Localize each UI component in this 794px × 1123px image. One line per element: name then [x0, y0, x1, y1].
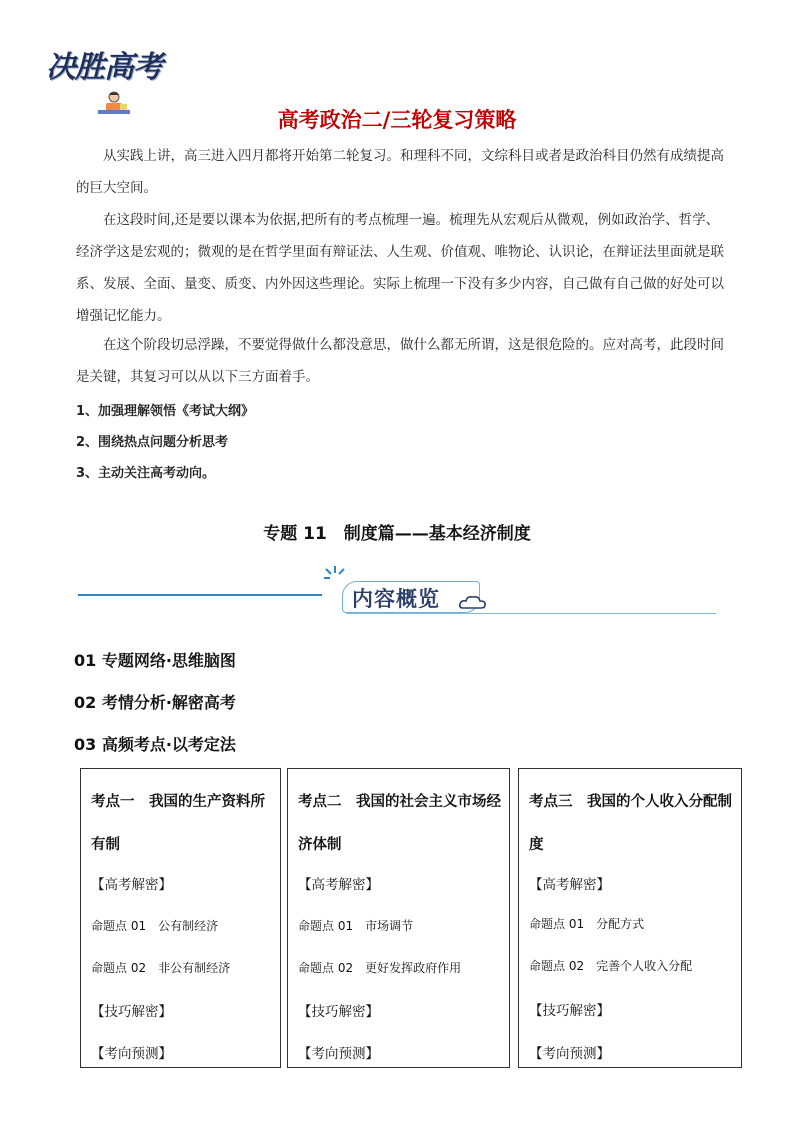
tip-item-3: 3、主动关注高考动向。 — [76, 466, 216, 481]
document-title: 高考政治二/三轮复习策略 — [277, 108, 517, 132]
tip-item-2: 2、围绕热点问题分析思考 — [76, 435, 229, 450]
card-item: 命题点 02 非公有制经济 — [91, 961, 231, 975]
outline-item-3: 03 高频考点·以考定法 — [74, 735, 236, 754]
exam-point-card-2 — [287, 768, 510, 1068]
content-overview-banner — [76, 565, 726, 621]
intro-paragraph-2: 在这段时间,还是要以课本为依据,把所有的考点梳理一遍。梳理先从宏观后从微观，例如政治学、哲学、经济学这是宏观的；微观的是在哲学里面有辩证法、人生观、价值观、唯物论、认识论，在辩证法里面就是联系、发展、全面、量变、质变、内外因这些理论。实际上梳理一下没有多少内容，自己做有自己做的好处可以增强记忆能力。 — [76, 212, 724, 324]
card-item: 命题点 01 市场调节 — [298, 919, 414, 933]
banner-line-right — [346, 613, 716, 614]
card-item: 命题点 02 更好发挥政府作用 — [298, 961, 462, 975]
card-section-label: 【考向预测】 — [529, 1046, 610, 1062]
card-section-label: 【高考解密】 — [529, 877, 610, 893]
card-item: 命题点 01 公有制经济 — [91, 919, 219, 933]
exam-point-card-3 — [518, 768, 742, 1068]
exam-point-card-1 — [80, 768, 281, 1068]
card-section-label: 【技巧解密】 — [298, 1004, 379, 1020]
card-title: 考点一 我国的生产资料所有制 — [91, 794, 265, 853]
topic-title: 专题 11 制度篇——基本经济制度 — [263, 524, 531, 544]
outline-item-2: 02 考情分析·解密高考 — [74, 693, 236, 712]
tip-item-1: 1、加强理解领悟《考试大纲》 — [76, 404, 255, 419]
card-section-label: 【高考解密】 — [91, 877, 172, 893]
card-item: 命题点 02 完善个人收入分配 — [529, 959, 693, 973]
card-section-label: 【技巧解密】 — [529, 1003, 610, 1019]
sparkle-icon — [322, 565, 348, 587]
intro-paragraph-3: 在这个阶段切忌浮躁，不要觉得做什么都没意思，做什么都无所谓，这是很危险的。应对高考，此段时间是关键，其复习可以从以下三方面着手。 — [76, 337, 724, 385]
logo-text: 决胜高考 — [46, 50, 162, 85]
card-title: 考点二 我国的社会主义市场经济体制 — [298, 794, 501, 853]
banner-line-left — [78, 594, 322, 596]
outline-item-1: 01 专题网络·思维脑图 — [74, 651, 236, 670]
intro-paragraph-1: 从实践上讲，高三进入四月都将开始第二轮复习。和理科不同，文综科目或者是政治科目仍然有成绩提高的巨大空间。 — [76, 148, 724, 196]
card-section-label: 【考向预测】 — [298, 1046, 379, 1062]
cloud-icon — [458, 593, 488, 611]
card-section-label: 【技巧解密】 — [91, 1004, 172, 1020]
card-section-label: 【考向预测】 — [91, 1046, 172, 1062]
card-item: 命题点 01 分配方式 — [529, 917, 645, 931]
card-title: 考点三 我国的个人收入分配制度 — [529, 794, 732, 853]
card-section-label: 【高考解密】 — [298, 877, 379, 893]
banner-label: 内容概览 — [352, 587, 440, 611]
